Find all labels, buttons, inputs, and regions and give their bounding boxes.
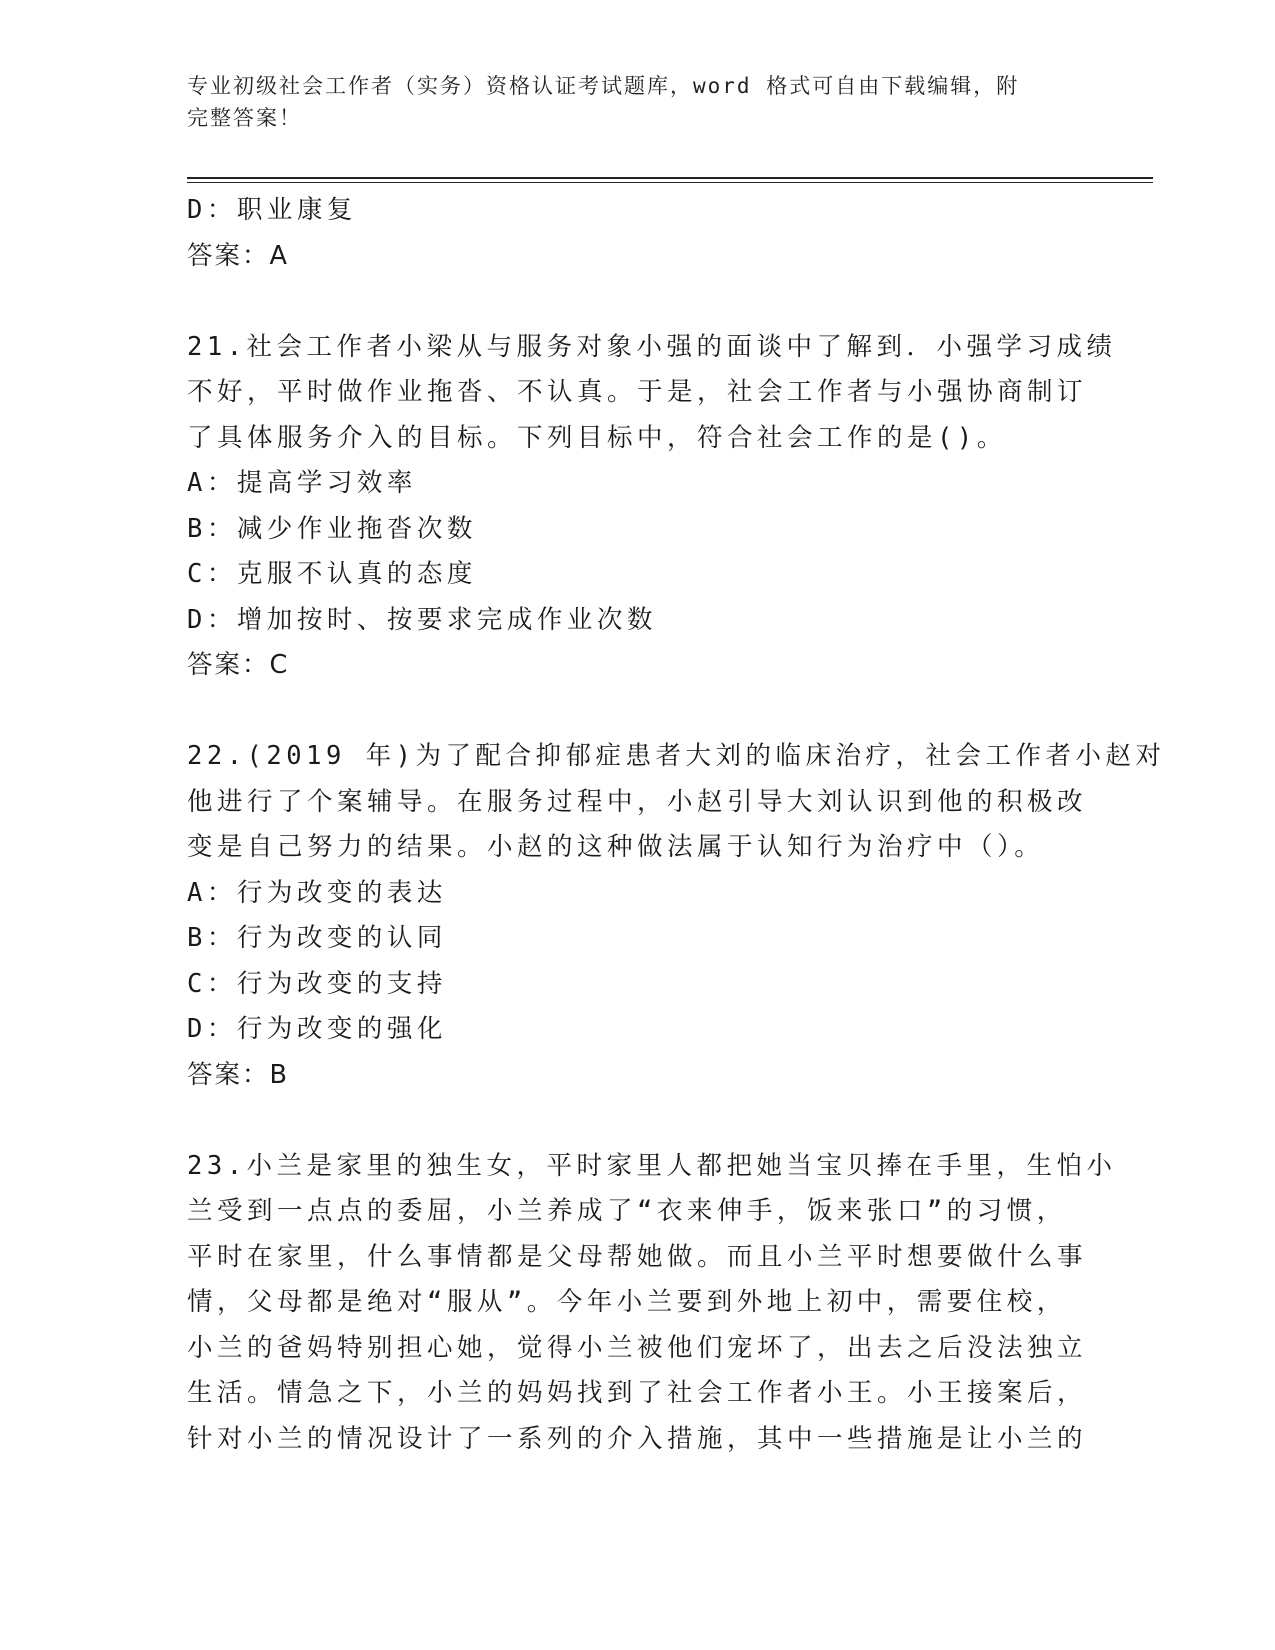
question-stem-line: 了具体服务介入的目标。下列目标中，符合社会工作的是()。: [187, 422, 1007, 453]
question-stem-line: 23.小兰是家里的独生女，平时家里人都把她当宝贝捧在手里，生怕小: [187, 1150, 1117, 1181]
question-stem-line: 不好，平时做作业拖沓、不认真。于是，社会工作者与小强协商制订: [187, 377, 1088, 407]
question-stem-line: 生活。情急之下，小兰的妈妈找到了社会工作者小王。小王接案后，: [187, 1378, 1088, 1408]
question-stem-line: 22.(2019 年)为了配合抑郁症患者大刘的临床治疗，社会工作者小赵对: [187, 741, 1166, 771]
question-stem-line: 兰受到一点点的委屈，小兰养成了“衣来伸手，饭来张口”的习惯，: [187, 1196, 1067, 1226]
question-stem-line: 21.社会工作者小梁从与服务对象小强的面谈中了解到．小强学习成绩: [187, 331, 1117, 362]
header-line-2: 完整答案！: [187, 106, 302, 130]
question-23: [187, 1144, 1117, 1463]
question-stem-line: 平时在家里，什么事情都是父母帮她做。而且小兰平时想要做什么事: [187, 1241, 1088, 1272]
option-a: A：行为改变的表达: [187, 877, 447, 908]
document-body: [187, 188, 1166, 1462]
question-stem-line: 情，父母都是绝对“服从”。今年小兰要到外地上初中，需要住校，: [187, 1287, 1067, 1317]
question-21: [187, 325, 1117, 689]
question-stem-line: 针对小兰的情况设计了一系列的介入措施，其中一些措施是让小兰的: [187, 1423, 1088, 1454]
option-d: D：行为改变的强化: [187, 1014, 447, 1044]
option-d: D：职业康复: [187, 195, 357, 225]
answer: 答案：C: [187, 650, 290, 680]
header-line-1: 专业初级社会工作者（实务）资格认证考试题库，word 格式可自由下载编辑，附: [187, 74, 1020, 98]
option-b: B：行为改变的认同: [187, 923, 447, 953]
option-c: C：行为改变的支持: [187, 968, 447, 999]
option-a: A：提高学习效率: [187, 468, 417, 498]
document-header: [187, 70, 1067, 134]
question-22: [187, 734, 1166, 1098]
question-stem-line: 他进行了个案辅导。在服务过程中，小赵引导大刘认识到他的积极改: [187, 786, 1088, 817]
question-stem-line: 小兰的爸妈特别担心她，觉得小兰被他们宠坏了，出去之后没法独立: [187, 1332, 1088, 1363]
option-c: C：克服不认真的态度: [187, 559, 477, 589]
question-stem-line: 变是自己努力的结果。小赵的这种做法属于认知行为治疗中（）。: [187, 832, 1045, 862]
answer: 答案：A: [187, 240, 289, 271]
header-divider-thick: [187, 177, 1153, 179]
header-divider-thin: [187, 182, 1153, 183]
option-b: B：减少作业拖沓次数: [187, 513, 477, 544]
option-d: D：增加按时、按要求完成作业次数: [187, 604, 657, 635]
answer: 答案：B: [187, 1059, 289, 1090]
